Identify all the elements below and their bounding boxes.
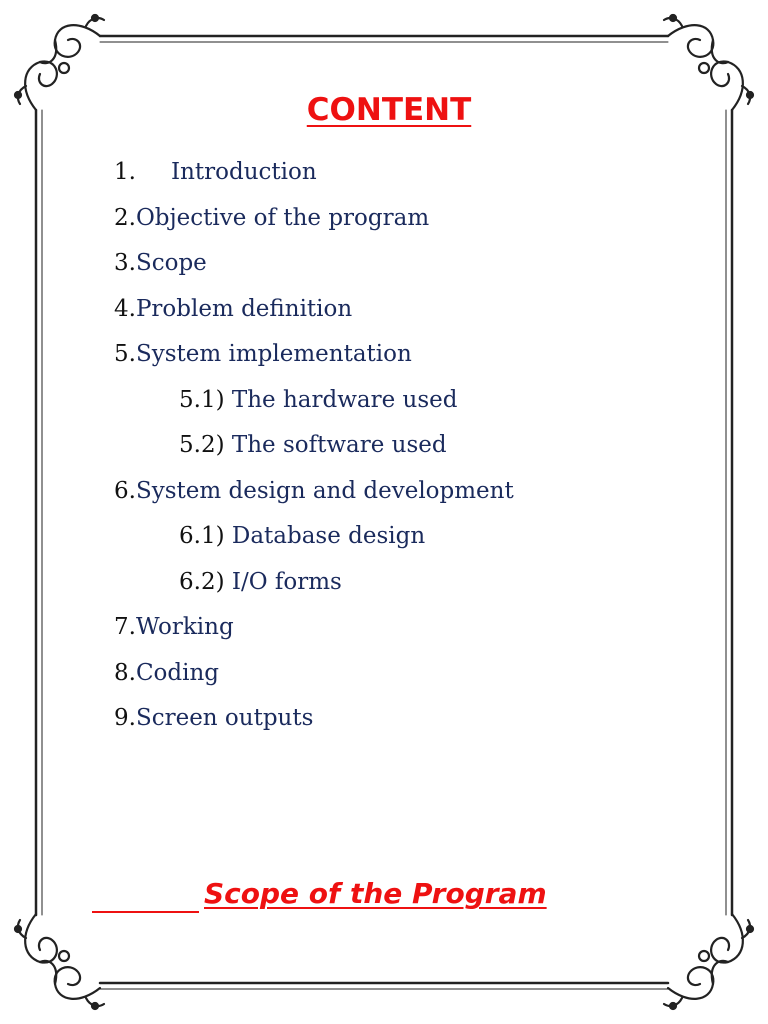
toc-item — [114, 655, 514, 701]
toc-item-number: 6.2) — [179, 568, 225, 595]
footer-heading: Scope of the Program — [204, 877, 547, 910]
toc-item-label: Working — [135, 614, 234, 640]
toc-item-label: Screen outputs — [135, 705, 314, 731]
toc-item-number: 3. — [114, 250, 136, 276]
toc-item-label: Database design — [231, 523, 426, 549]
toc-item-label: Scope — [135, 250, 207, 276]
footer-underline — [92, 911, 199, 913]
toc-item-label: Coding — [135, 659, 220, 686]
toc-item-label: The hardware used — [231, 386, 458, 413]
toc-item-number: 4. — [114, 295, 136, 322]
toc-item-number: 1. — [114, 159, 136, 185]
toc-item-label: Introduction — [171, 159, 317, 185]
toc-item-number: 7. — [114, 614, 136, 640]
page-title: CONTENT — [306, 92, 472, 128]
toc-item-number: 5.1) — [179, 386, 225, 413]
toc-item-number: 5. — [114, 341, 136, 367]
toc-item-number: 9. — [114, 705, 136, 731]
toc-item-number: 5.2) — [179, 432, 225, 458]
toc-item-number: 6. — [114, 477, 136, 504]
toc-item-label: Objective of the program — [135, 204, 430, 231]
table-of-contents — [114, 154, 514, 746]
toc-item — [114, 564, 514, 610]
toc-item-label: System design and development — [135, 477, 514, 504]
toc-item-number: 2. — [114, 204, 136, 231]
toc-item — [114, 427, 514, 473]
toc-item — [114, 382, 514, 428]
toc-item-number: 8. — [114, 659, 136, 686]
toc-item — [114, 518, 514, 564]
toc-item — [114, 245, 514, 291]
toc-item — [114, 200, 514, 246]
toc-item — [114, 336, 514, 382]
toc-item — [114, 700, 514, 746]
toc-item — [114, 609, 514, 655]
toc-item — [114, 154, 514, 200]
toc-item — [114, 291, 514, 337]
toc-item-label: The software used — [231, 432, 447, 458]
toc-item-label: System implementation — [135, 341, 412, 367]
toc-item-number: 6.1) — [179, 523, 225, 549]
toc-item-label: Problem definition — [135, 295, 353, 322]
toc-item — [114, 473, 514, 519]
toc-item-label: I/O forms — [231, 568, 342, 595]
